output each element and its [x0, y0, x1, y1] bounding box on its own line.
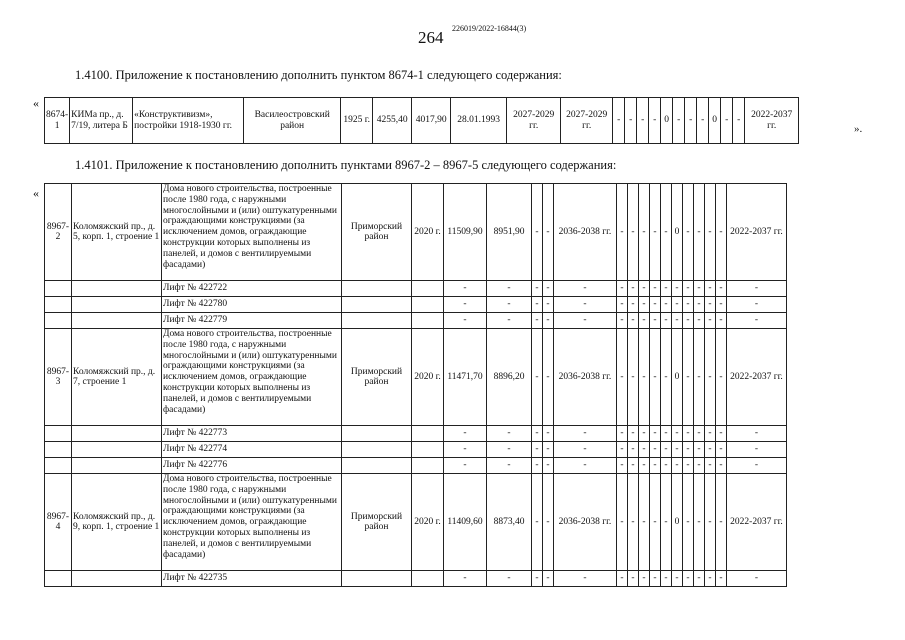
cell-empty [342, 426, 412, 442]
cell-period2: 2027-2029 гг. [561, 98, 613, 144]
cell-empty [342, 297, 412, 313]
cell-c2: - [543, 474, 554, 571]
cell-lift-mark: - [705, 426, 716, 442]
cell-lift-mark: - [716, 442, 727, 458]
cell-lift-mark: - [639, 442, 650, 458]
cell-num: 8967-3 [45, 329, 72, 426]
close-quote: ». [854, 123, 863, 135]
cell-empty [342, 281, 412, 297]
cell-lift-mark: - [683, 281, 694, 297]
cell-lift-c2: - [543, 571, 554, 587]
cell-mark: - [650, 184, 661, 281]
cell-lift-mark: - [639, 297, 650, 313]
cell-lift-mark: - [650, 313, 661, 329]
cell-lift-mark: - [661, 442, 672, 458]
cell-lift-a1: - [444, 313, 487, 329]
cell-year: 2020 г. [412, 184, 444, 281]
cell-area1: 4255,40 [373, 98, 412, 144]
cell-empty [412, 281, 444, 297]
cell-lift-mark: - [617, 297, 628, 313]
cell-c1: - [532, 184, 543, 281]
cell-mark: - [649, 98, 661, 144]
cell-lift-mark: - [694, 458, 705, 474]
cell-mark: - [661, 184, 672, 281]
cell-mark: - [628, 184, 639, 281]
cell-lift-mark: - [650, 442, 661, 458]
cell-lift-mark: - [694, 426, 705, 442]
cell-mark: - [639, 329, 650, 426]
cell-lift-mark: - [617, 458, 628, 474]
cell-mark: - [733, 98, 745, 144]
cell-empty [45, 281, 72, 297]
cell-lift-final: - [727, 281, 787, 297]
cell-mark: 0 [672, 474, 683, 571]
cell-mark: - [683, 474, 694, 571]
cell-area1: 11509,90 [444, 184, 487, 281]
cell-lift-c1: - [532, 571, 543, 587]
cell-period1: 2027-2029 гг. [507, 98, 561, 144]
cell-lift-mark: - [661, 313, 672, 329]
cell-lift-mark: - [705, 571, 716, 587]
cell-area1: 11471,70 [444, 329, 487, 426]
cell-empty [342, 313, 412, 329]
cell-lift-a2: - [487, 442, 532, 458]
cell-lift-mark: - [650, 426, 661, 442]
cell-empty [72, 297, 162, 313]
cell-mark: - [617, 184, 628, 281]
cell-empty [72, 281, 162, 297]
cell-lift-mark: - [705, 458, 716, 474]
cell-mark: - [705, 474, 716, 571]
cell-lift-final: - [727, 313, 787, 329]
cell-mark: - [683, 184, 694, 281]
cell-lift-c1: - [532, 313, 543, 329]
page-number: 264 [418, 28, 444, 47]
cell-mark: 0 [709, 98, 721, 144]
cell-lift-a2: - [487, 281, 532, 297]
cell-year: 1925 г. [341, 98, 373, 144]
cell-empty [72, 571, 162, 587]
cell-lift-mark: - [628, 442, 639, 458]
cell-lift-mark: - [683, 297, 694, 313]
cell-mark: - [705, 184, 716, 281]
cell-lift-name: Лифт № 422773 [162, 426, 342, 442]
cell-c2: - [543, 329, 554, 426]
cell-lift-c2: - [543, 426, 554, 442]
cell-mark: - [673, 98, 685, 144]
cell-district: Василеостровский район [244, 98, 341, 144]
cell-mark: 0 [672, 184, 683, 281]
table-row [45, 474, 787, 571]
cell-empty [45, 458, 72, 474]
section-1-heading: 1.4100. Приложение к постановлению дополнить пунктом 8674-1 следующего содержания: [75, 68, 562, 82]
cell-lift-period: - [554, 571, 617, 587]
cell-address: КИМа пр., д. 7/19, литера Б [70, 98, 133, 144]
cell-lift-c2: - [543, 458, 554, 474]
cell-empty [412, 313, 444, 329]
cell-lift-mark: - [694, 281, 705, 297]
cell-empty [412, 426, 444, 442]
cell-period-final: 2022-2037 гг. [727, 184, 787, 281]
cell-lift-mark: - [617, 571, 628, 587]
cell-empty [412, 297, 444, 313]
cell-lift-final: - [727, 297, 787, 313]
cell-lift-a2: - [487, 571, 532, 587]
cell-lift-mark: - [672, 297, 683, 313]
cell-c2: - [543, 184, 554, 281]
cell-mark: - [716, 184, 727, 281]
cell-mark: 0 [661, 98, 673, 144]
lift-row [45, 297, 787, 313]
cell-lift-mark: - [650, 458, 661, 474]
cell-mark: - [683, 329, 694, 426]
cell-year: 2020 г. [412, 329, 444, 426]
cell-description: Дома нового строительства, построенные после 1980 года, с наружными многослойными и (или) оштукатуренными ограждающими конструкциями (за исключением домов, ограждающие конструкции которых выполнены из панелей, и домов с вентилируемыми фасадами) [162, 474, 342, 571]
cell-lift-a2: - [487, 313, 532, 329]
cell-lift-final: - [727, 571, 787, 587]
cell-empty [72, 313, 162, 329]
cell-lift-mark: - [694, 442, 705, 458]
cell-lift-mark: - [716, 426, 727, 442]
cell-empty [45, 442, 72, 458]
cell-lift-mark: - [661, 458, 672, 474]
cell-mark: - [625, 98, 637, 144]
table-section-1 [44, 97, 799, 144]
cell-lift-final: - [727, 442, 787, 458]
cell-address: Коломяжский пр., д. 9, корп. 1, строение 1 [72, 474, 162, 571]
cell-mark: - [650, 329, 661, 426]
cell-mark: - [661, 329, 672, 426]
cell-mark: - [628, 474, 639, 571]
cell-name: «Конструктивизм», постройки 1918-1930 гг. [133, 98, 244, 144]
cell-lift-a2: - [487, 426, 532, 442]
cell-mark: - [617, 329, 628, 426]
cell-mark: - [628, 329, 639, 426]
cell-lift-mark: - [628, 426, 639, 442]
cell-lift-period: - [554, 458, 617, 474]
cell-lift-mark: - [628, 458, 639, 474]
cell-lift-mark: - [672, 281, 683, 297]
open-quote: « [33, 96, 39, 110]
cell-lift-mark: - [661, 297, 672, 313]
lift-row [45, 442, 787, 458]
cell-year: 2020 г. [412, 474, 444, 571]
cell-c1: - [532, 474, 543, 571]
cell-lift-c2: - [543, 313, 554, 329]
cell-lift-a1: - [444, 426, 487, 442]
cell-empty [72, 426, 162, 442]
cell-lift-name: Лифт № 422774 [162, 442, 342, 458]
table-row [45, 98, 799, 144]
cell-empty [412, 442, 444, 458]
cell-lift-mark: - [661, 426, 672, 442]
cell-lift-mark: - [683, 458, 694, 474]
cell-area2: 8951,90 [487, 184, 532, 281]
cell-lift-mark: - [694, 571, 705, 587]
cell-lift-period: - [554, 281, 617, 297]
cell-lift-mark: - [617, 281, 628, 297]
cell-num: 8967-2 [45, 184, 72, 281]
cell-empty [342, 458, 412, 474]
cell-lift-a1: - [444, 458, 487, 474]
cell-lift-period: - [554, 313, 617, 329]
cell-lift-mark: - [683, 571, 694, 587]
cell-mark: - [661, 474, 672, 571]
cell-lift-a1: - [444, 571, 487, 587]
cell-district: Приморский район [342, 474, 412, 571]
cell-num: 8967-4 [45, 474, 72, 571]
lift-row [45, 458, 787, 474]
cell-lift-mark: - [672, 571, 683, 587]
cell-lift-final: - [727, 426, 787, 442]
cell-lift-mark: - [683, 426, 694, 442]
cell-address: Коломяжский пр., д. 5, корп. 1, строение 1 [72, 184, 162, 281]
cell-empty [342, 571, 412, 587]
lift-row [45, 313, 787, 329]
cell-lift-mark: - [639, 281, 650, 297]
cell-num: 8674-1 [45, 98, 70, 144]
cell-district: Приморский район [342, 184, 412, 281]
cell-period: 2036-2038 гг. [554, 184, 617, 281]
lift-row [45, 426, 787, 442]
cell-mark: - [705, 329, 716, 426]
cell-lift-c1: - [532, 281, 543, 297]
cell-description: Дома нового строительства, построенные после 1980 года, с наружными многослойными и (или) оштукатуренными ограждающими конструкциями (за исключением домов, ограждающие конструкции которых выполнены из панелей, и домов с вентилируемыми фасадами) [162, 329, 342, 426]
cell-description: Дома нового строительства, построенные после 1980 года, с наружными многослойными и (или) оштукатуренными ограждающими конструкциями (за исключением домов, ограждающие конструкции которых выполнены из панелей, и домов с вентилируемыми фасадами) [162, 184, 342, 281]
open-quote: « [33, 186, 39, 200]
cell-empty [45, 313, 72, 329]
cell-lift-mark: - [628, 313, 639, 329]
cell-lift-mark: - [617, 313, 628, 329]
cell-lift-c1: - [532, 442, 543, 458]
cell-district: Приморский район [342, 329, 412, 426]
cell-empty [412, 458, 444, 474]
document-id: 226019/2022-16844(3) [452, 24, 527, 33]
cell-period-final: 2022-2037 гг. [727, 329, 787, 426]
cell-lift-mark: - [716, 281, 727, 297]
cell-lift-a1: - [444, 281, 487, 297]
cell-mark: - [716, 474, 727, 571]
cell-empty [412, 571, 444, 587]
cell-mark: - [697, 98, 709, 144]
table-row [45, 329, 787, 426]
cell-mark: - [694, 474, 705, 571]
cell-period: 2036-2038 гг. [554, 474, 617, 571]
cell-empty [72, 458, 162, 474]
cell-lift-mark: - [661, 281, 672, 297]
cell-lift-period: - [554, 297, 617, 313]
cell-lift-name: Лифт № 422776 [162, 458, 342, 474]
cell-lift-mark: - [628, 297, 639, 313]
section-2-heading: 1.4101. Приложение к постановлению дополнить пунктами 8967-2 – 8967-5 следующего содержания: [75, 158, 617, 172]
cell-empty [45, 571, 72, 587]
cell-lift-mark: - [661, 571, 672, 587]
cell-lift-mark: - [705, 313, 716, 329]
cell-lift-mark: - [639, 426, 650, 442]
cell-lift-mark: - [694, 313, 705, 329]
cell-mark: 0 [672, 329, 683, 426]
cell-mark: - [637, 98, 649, 144]
cell-period: 2036-2038 гг. [554, 329, 617, 426]
cell-lift-c1: - [532, 458, 543, 474]
cell-address: Коломяжский пр., д. 7, строение 1 [72, 329, 162, 426]
cell-mark: - [694, 329, 705, 426]
cell-lift-mark: - [672, 426, 683, 442]
cell-area2: 4017,90 [412, 98, 451, 144]
cell-lift-mark: - [628, 281, 639, 297]
cell-mark: - [617, 474, 628, 571]
cell-period-final: 2022-2037 гг. [745, 98, 799, 144]
cell-lift-name: Лифт № 422780 [162, 297, 342, 313]
cell-lift-mark: - [672, 458, 683, 474]
cell-date: 28.01.1993 [451, 98, 507, 144]
cell-lift-mark: - [683, 442, 694, 458]
cell-lift-mark: - [628, 571, 639, 587]
cell-mark: - [639, 474, 650, 571]
cell-lift-mark: - [617, 442, 628, 458]
cell-lift-mark: - [705, 442, 716, 458]
cell-empty [45, 426, 72, 442]
cell-lift-a1: - [444, 442, 487, 458]
cell-empty [45, 297, 72, 313]
cell-lift-c2: - [543, 442, 554, 458]
cell-lift-mark: - [716, 458, 727, 474]
cell-mark: - [716, 329, 727, 426]
cell-area2: 8896,20 [487, 329, 532, 426]
cell-lift-mark: - [639, 571, 650, 587]
cell-lift-name: Лифт № 422735 [162, 571, 342, 587]
lift-row [45, 571, 787, 587]
cell-lift-a2: - [487, 297, 532, 313]
cell-lift-mark: - [639, 458, 650, 474]
cell-lift-a1: - [444, 297, 487, 313]
cell-empty [342, 442, 412, 458]
cell-lift-mark: - [672, 442, 683, 458]
cell-mark: - [685, 98, 697, 144]
cell-lift-mark: - [716, 313, 727, 329]
cell-lift-a2: - [487, 458, 532, 474]
cell-lift-mark: - [716, 297, 727, 313]
cell-lift-mark: - [705, 297, 716, 313]
cell-lift-mark: - [639, 313, 650, 329]
cell-lift-mark: - [650, 571, 661, 587]
lift-row [45, 281, 787, 297]
cell-c1: - [532, 329, 543, 426]
cell-mark: - [721, 98, 733, 144]
cell-mark: - [694, 184, 705, 281]
cell-lift-mark: - [650, 281, 661, 297]
cell-lift-c2: - [543, 297, 554, 313]
cell-lift-mark: - [617, 426, 628, 442]
cell-lift-name: Лифт № 422722 [162, 281, 342, 297]
table-section-2 [44, 183, 787, 587]
cell-lift-c1: - [532, 297, 543, 313]
cell-lift-final: - [727, 458, 787, 474]
cell-period-final: 2022-2037 гг. [727, 474, 787, 571]
cell-mark: - [613, 98, 625, 144]
cell-lift-mark: - [694, 297, 705, 313]
cell-lift-mark: - [683, 313, 694, 329]
cell-lift-mark: - [650, 297, 661, 313]
cell-area1: 11409,60 [444, 474, 487, 571]
cell-lift-mark: - [672, 313, 683, 329]
cell-lift-c1: - [532, 426, 543, 442]
cell-lift-mark: - [716, 571, 727, 587]
cell-lift-name: Лифт № 422779 [162, 313, 342, 329]
cell-empty [72, 442, 162, 458]
cell-mark: - [639, 184, 650, 281]
cell-area2: 8873,40 [487, 474, 532, 571]
cell-mark: - [650, 474, 661, 571]
cell-lift-mark: - [705, 281, 716, 297]
cell-lift-period: - [554, 442, 617, 458]
cell-lift-c2: - [543, 281, 554, 297]
cell-lift-period: - [554, 426, 617, 442]
table-row [45, 184, 787, 281]
